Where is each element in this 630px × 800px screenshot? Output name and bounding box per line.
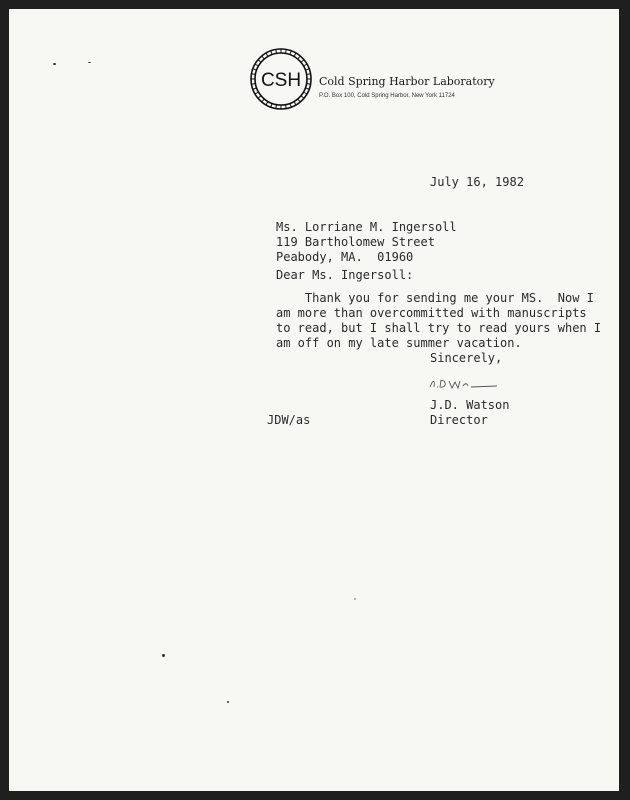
closing: Sincerely,: [430, 351, 503, 365]
signer-title: Director: [430, 413, 488, 427]
logo-text: CSH: [260, 70, 302, 91]
typist-initials: JDW/as: [267, 413, 311, 427]
body-line: am more than overcommitted with manuscripts: [276, 306, 587, 320]
salutation: Dear Ms. Ingersoll:: [276, 268, 414, 282]
recipient-street: 119 Bartholomew Street: [276, 235, 435, 249]
letter-date: July 16, 1982: [430, 175, 524, 189]
recipient-city: Peabody, MA. 01960: [276, 250, 414, 264]
recipient-name: Ms. Lorriane M. Ingersoll: [276, 220, 457, 234]
body-line: am off on my late summer vacation.: [276, 336, 522, 350]
body-line: to read, but I shall try to read yours when I: [276, 321, 602, 335]
handwritten-signature: [427, 376, 501, 392]
organization-name: Cold Spring Harbor Laboratory: [319, 75, 495, 88]
organization-address: P.O. Box 100, Cold Spring Harbor, New York 11724: [319, 93, 455, 99]
signer-name: J.D. Watson: [430, 398, 510, 412]
letter-page: [9, 9, 619, 791]
csh-logo: [247, 45, 315, 113]
body-line: Thank you for sending me your MS. Now I: [276, 291, 594, 305]
